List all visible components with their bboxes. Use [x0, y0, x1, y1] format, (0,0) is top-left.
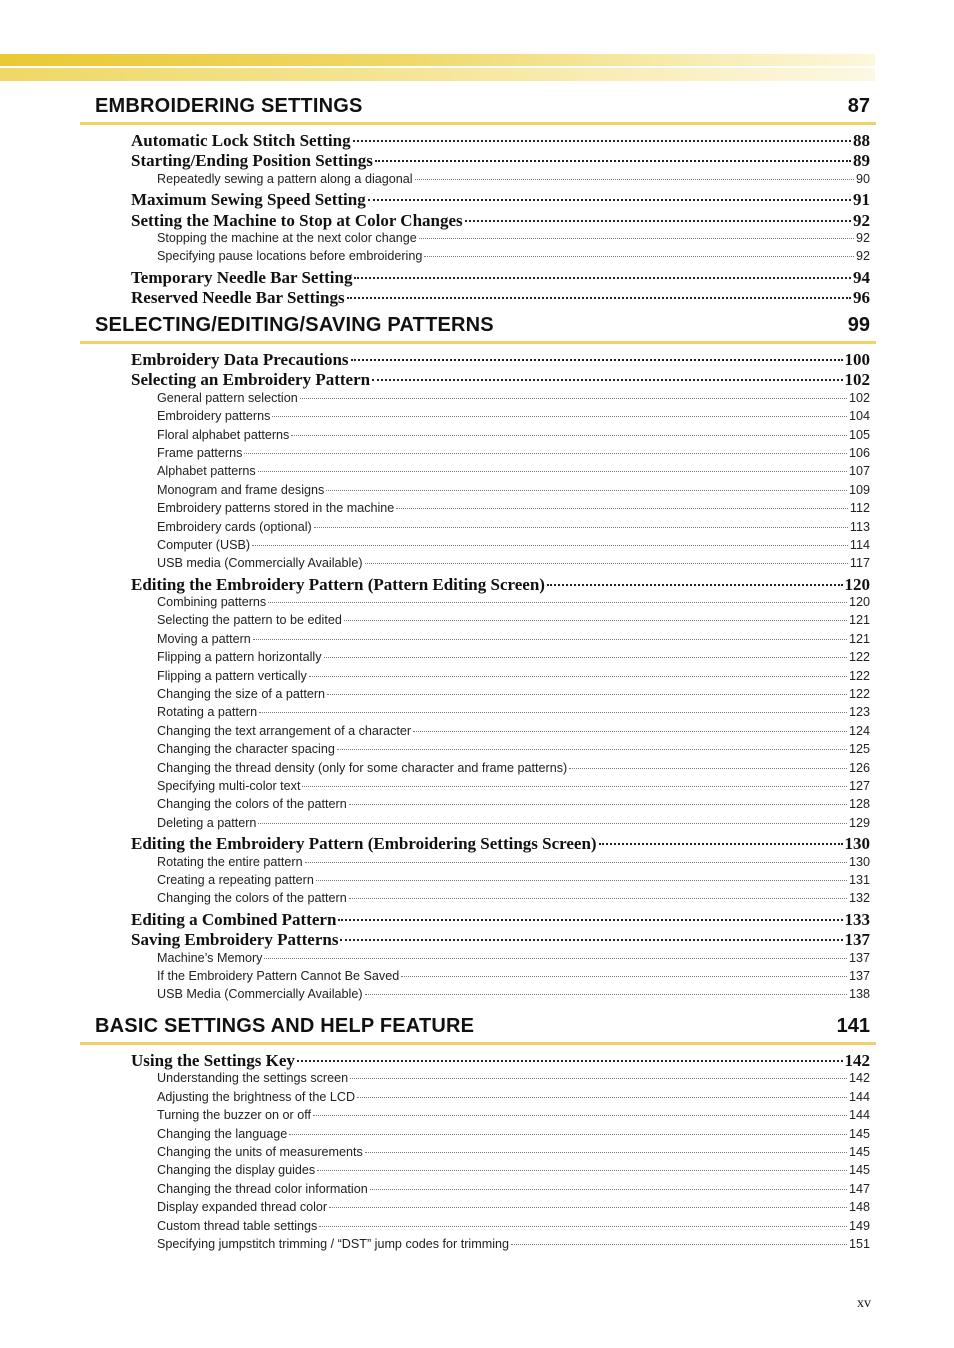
- entry-page-number: 145: [848, 1163, 870, 1178]
- toc-subentry[interactable]: [157, 742, 870, 760]
- entry-page-number: 125: [848, 742, 870, 757]
- dot-leader: [365, 563, 848, 564]
- dot-leader: [264, 958, 847, 959]
- entry-title: Specifying pause locations before embroidering: [157, 249, 423, 264]
- entry-page-number: 149: [848, 1218, 870, 1233]
- entry-title: Maximum Sewing Speed Setting: [131, 190, 366, 210]
- dot-leader: [465, 220, 851, 222]
- toc-subentry[interactable]: [157, 650, 870, 668]
- entry-title: General pattern selection: [157, 390, 298, 405]
- entry-page-number: 133: [844, 909, 870, 929]
- toc-subentry[interactable]: [157, 761, 870, 779]
- toc-section: [80, 315, 876, 1006]
- header-band-bottom: [0, 68, 875, 81]
- dot-leader: [313, 1115, 847, 1116]
- entry-page-number: 106: [848, 445, 870, 460]
- entry-title: Editing the Embroidery Pattern (Embroidering Settings Screen): [131, 834, 597, 854]
- toc-entry[interactable]: [131, 211, 870, 231]
- entry-page-number: 137: [848, 950, 870, 965]
- dot-leader: [350, 1078, 847, 1079]
- entry-title: Rotating the entire pattern: [157, 854, 303, 869]
- entry-title: Starting/Ending Position Settings: [131, 151, 373, 171]
- dot-leader: [354, 277, 851, 279]
- toc-subentry[interactable]: [157, 969, 870, 987]
- dot-leader: [569, 768, 847, 769]
- entry-title: If the Embroidery Pattern Cannot Be Saved: [157, 968, 400, 983]
- entry-page-number: 100: [844, 350, 870, 369]
- dot-leader: [327, 694, 847, 695]
- dot-leader: [353, 140, 851, 142]
- page-number: xv: [857, 1296, 871, 1311]
- toc-subentry[interactable]: [157, 891, 870, 909]
- dot-leader: [415, 179, 854, 180]
- dot-leader: [302, 786, 847, 787]
- entry-page-number: 129: [848, 815, 870, 830]
- entry-page-number: 132: [848, 891, 870, 906]
- entry-title: Flipping a pattern vertically: [157, 668, 307, 683]
- dot-leader: [297, 1060, 843, 1062]
- entry-page-number: 126: [848, 760, 870, 775]
- toc-subentry[interactable]: [157, 705, 870, 723]
- dot-leader: [338, 919, 842, 921]
- header-band-top: [0, 54, 875, 66]
- toc-subentry[interactable]: [157, 520, 870, 538]
- entry-page-number: 96: [853, 288, 870, 308]
- entry-page-number: 102: [844, 370, 870, 390]
- toc-subentry[interactable]: [157, 779, 870, 797]
- toc-subentry[interactable]: [157, 724, 870, 742]
- section-heading[interactable]: [80, 315, 876, 344]
- entry-title: Stopping the machine at the next color change: [157, 230, 417, 245]
- entry-page-number: 113: [849, 519, 870, 534]
- entry-title: Understanding the settings screen: [157, 1071, 349, 1086]
- toc-entry-list: [80, 1051, 876, 1255]
- toc-section: [80, 1016, 876, 1255]
- dot-leader: [401, 976, 847, 977]
- toc-subentry[interactable]: [157, 483, 870, 501]
- entry-title: Temporary Needle Bar Setting: [131, 267, 353, 287]
- entry-page-number: 105: [848, 427, 870, 442]
- toc-subentry[interactable]: [157, 538, 870, 556]
- entry-page-number: 130: [844, 834, 870, 854]
- entry-page-number: 114: [849, 537, 870, 552]
- section-page-number: 87: [847, 95, 870, 117]
- toc-entry[interactable]: [131, 930, 870, 950]
- toc-subentry[interactable]: [157, 1200, 870, 1218]
- dot-leader: [365, 994, 847, 995]
- entry-page-number: 117: [849, 556, 870, 571]
- dot-leader: [253, 639, 847, 640]
- entry-title: Changing the display guides: [157, 1163, 316, 1178]
- entry-title: Flipping a pattern horizontally: [157, 650, 322, 665]
- entry-page-number: 130: [848, 854, 870, 869]
- entry-page-number: 128: [848, 797, 870, 812]
- entry-page-number: 142: [848, 1071, 870, 1086]
- dot-leader: [329, 1207, 847, 1208]
- entry-title: Creating a repeating pattern: [157, 872, 314, 887]
- entry-page-number: 122: [848, 687, 870, 702]
- section-page-number: 141: [836, 1015, 870, 1037]
- entry-page-number: 138: [848, 987, 870, 1002]
- entry-title: Monogram and frame designs: [157, 482, 325, 497]
- section-title: SELECTING/EDITING/SAVING PATTERNS: [95, 314, 494, 336]
- toc-subentry[interactable]: [157, 669, 870, 687]
- entry-page-number: 122: [848, 668, 870, 683]
- dot-leader: [547, 584, 843, 586]
- toc-entry[interactable]: [131, 190, 870, 210]
- toc-subentry[interactable]: [157, 1090, 870, 1108]
- section-page-number: 99: [847, 314, 870, 336]
- toc-entry[interactable]: [131, 131, 870, 151]
- entry-title: Changing the units of measurements: [157, 1144, 363, 1159]
- section-title: BASIC SETTINGS AND HELP FEATURE: [95, 1015, 475, 1037]
- dot-leader: [326, 490, 847, 491]
- entry-page-number: 91: [853, 190, 870, 210]
- toc-subentry[interactable]: [157, 556, 870, 574]
- entry-page-number: 107: [848, 464, 870, 479]
- entry-title: Computer (USB): [157, 537, 251, 552]
- entry-title: Moving a pattern: [157, 631, 251, 646]
- dot-leader: [258, 823, 847, 824]
- dot-leader: [305, 862, 847, 863]
- entry-page-number: 151: [848, 1236, 870, 1251]
- dot-leader: [340, 939, 842, 941]
- dot-leader: [351, 359, 843, 361]
- entry-title: Specifying jumpstitch trimming / “DST” jump codes for trimming: [157, 1236, 510, 1251]
- entry-title: Changing the colors of the pattern: [157, 891, 347, 906]
- toc-subentry[interactable]: [157, 1182, 870, 1200]
- entry-page-number: 144: [848, 1108, 870, 1123]
- dot-leader: [599, 843, 843, 845]
- entry-title: Changing the character spacing: [157, 742, 335, 757]
- toc-subentry[interactable]: [157, 1071, 870, 1089]
- dot-leader: [258, 471, 847, 472]
- dot-leader: [314, 527, 848, 528]
- toc-subentry[interactable]: [157, 873, 870, 891]
- entry-page-number: 94: [853, 267, 870, 287]
- entry-page-number: 127: [848, 778, 870, 793]
- entry-title: Alphabet patterns: [157, 464, 256, 479]
- toc-subentry[interactable]: [157, 595, 870, 613]
- entry-page-number: 92: [855, 249, 870, 264]
- entry-page-number: 148: [848, 1200, 870, 1215]
- entry-title: Adjusting the brightness of the LCD: [157, 1089, 356, 1104]
- entry-page-number: 92: [853, 210, 870, 230]
- entry-page-number: 147: [848, 1181, 870, 1196]
- dot-leader: [349, 898, 847, 899]
- toc-subentry[interactable]: [157, 797, 870, 815]
- dot-leader: [316, 880, 847, 881]
- entry-title: Floral alphabet patterns: [157, 427, 290, 442]
- section-heading[interactable]: [80, 96, 876, 125]
- dot-leader: [309, 676, 847, 677]
- toc-entry[interactable]: [131, 1051, 870, 1071]
- toc-subentry[interactable]: [157, 816, 870, 834]
- dot-leader: [344, 620, 847, 621]
- entry-title: Changing the thread density (only for some character and frame patterns): [157, 760, 568, 775]
- toc-entry[interactable]: [131, 575, 870, 595]
- entry-page-number: 102: [848, 390, 870, 405]
- dot-leader: [252, 545, 848, 546]
- entry-title: Deleting a pattern: [157, 815, 257, 830]
- toc-subentry[interactable]: [157, 1145, 870, 1163]
- dot-leader: [289, 1134, 847, 1135]
- entry-title: Frame patterns: [157, 445, 243, 460]
- entry-title: Editing the Embroidery Pattern (Pattern Editing Screen): [131, 574, 545, 594]
- entry-title: Editing a Combined Pattern: [131, 909, 337, 929]
- entry-title: USB Media (Commercially Available): [157, 987, 363, 1002]
- entry-title: Embroidery patterns: [157, 409, 271, 424]
- entry-title: Embroidery Data Precautions: [131, 350, 349, 369]
- toc-subentry[interactable]: [157, 1108, 870, 1126]
- dot-leader: [347, 297, 851, 299]
- entry-page-number: 144: [848, 1089, 870, 1104]
- toc-subentry[interactable]: [157, 428, 870, 446]
- entry-title: Turning the buzzer on or off: [157, 1108, 312, 1123]
- dot-leader: [370, 1189, 847, 1190]
- entry-title: Embroidery patterns stored in the machine: [157, 501, 395, 516]
- dot-leader: [372, 379, 842, 381]
- dot-leader: [511, 1244, 847, 1245]
- toc-entry[interactable]: [131, 910, 870, 930]
- entry-page-number: 123: [848, 705, 870, 720]
- toc-subentry[interactable]: [157, 172, 870, 190]
- entry-page-number: 137: [848, 968, 870, 983]
- entry-page-number: 89: [853, 151, 870, 171]
- toc-subentry[interactable]: [157, 1163, 870, 1181]
- dot-leader: [272, 416, 847, 417]
- entry-title: Custom thread table settings: [157, 1218, 318, 1233]
- entry-title: USB media (Commercially Available): [157, 556, 363, 571]
- dot-leader: [424, 256, 854, 257]
- entry-page-number: 120: [848, 595, 870, 610]
- dot-leader: [365, 1152, 847, 1153]
- entry-page-number: 121: [848, 631, 870, 646]
- toc-subentry[interactable]: [157, 391, 870, 409]
- toc-subentry[interactable]: [157, 855, 870, 873]
- dot-leader: [375, 160, 851, 162]
- dot-leader: [419, 238, 854, 239]
- toc-subentry[interactable]: [157, 249, 870, 267]
- entry-page-number: 92: [855, 230, 870, 245]
- entry-page-number: 145: [848, 1144, 870, 1159]
- entry-title: Specifying multi-color text: [157, 778, 301, 793]
- dot-leader: [396, 508, 848, 509]
- toc-entry[interactable]: [131, 268, 870, 288]
- dot-leader: [300, 398, 847, 399]
- entry-page-number: 142: [844, 1051, 870, 1070]
- entry-page-number: 137: [844, 930, 870, 950]
- entry-page-number: 112: [849, 501, 870, 516]
- entry-title: Selecting an Embroidery Pattern: [131, 370, 371, 390]
- dot-leader: [357, 1097, 847, 1098]
- dot-leader: [413, 731, 847, 732]
- entry-title: Changing the colors of the pattern: [157, 797, 347, 812]
- dot-leader: [349, 804, 847, 805]
- dot-leader: [244, 453, 847, 454]
- toc-entry[interactable]: [131, 151, 870, 171]
- toc-subentry[interactable]: [157, 409, 870, 427]
- section-title: EMBROIDERING SETTINGS: [95, 95, 363, 117]
- toc-subentry[interactable]: [157, 1219, 870, 1237]
- dot-leader: [259, 712, 847, 713]
- toc-subentry[interactable]: [157, 951, 870, 969]
- entry-page-number: 120: [844, 574, 870, 594]
- entry-title: Machine’s Memory: [157, 950, 263, 965]
- section-heading[interactable]: [80, 1016, 876, 1045]
- entry-page-number: 121: [848, 613, 870, 628]
- entry-title: Changing the thread color information: [157, 1181, 368, 1196]
- dot-leader: [291, 435, 847, 436]
- toc-subentry[interactable]: [157, 687, 870, 705]
- toc-entry-list: [80, 131, 876, 309]
- toc-entry[interactable]: [131, 350, 870, 370]
- entry-page-number: 131: [848, 872, 870, 887]
- dot-leader: [368, 199, 851, 201]
- toc-entry[interactable]: [131, 288, 870, 308]
- dot-leader: [337, 749, 847, 750]
- dot-leader: [317, 1170, 847, 1171]
- entry-title: Saving Embroidery Patterns: [131, 930, 339, 950]
- toc-subentry[interactable]: [157, 464, 870, 482]
- entry-title: Changing the size of a pattern: [157, 687, 326, 702]
- entry-title: Combining patterns: [157, 595, 267, 610]
- entry-title: Setting the Machine to Stop at Color Changes: [131, 210, 463, 230]
- entry-title: Automatic Lock Stitch Setting: [131, 131, 351, 150]
- entry-title: Changing the language: [157, 1126, 288, 1141]
- toc-subentry[interactable]: [157, 987, 870, 1005]
- toc-subentry[interactable]: [157, 632, 870, 650]
- entry-page-number: 90: [855, 171, 870, 186]
- entry-page-number: 122: [848, 650, 870, 665]
- toc-entry[interactable]: [131, 370, 870, 390]
- entry-page-number: 88: [853, 131, 870, 150]
- dot-leader: [319, 1226, 847, 1227]
- dot-leader: [268, 602, 847, 603]
- entry-page-number: 109: [848, 482, 870, 497]
- dot-leader: [324, 657, 847, 658]
- entry-title: Using the Settings Key: [131, 1051, 295, 1070]
- entry-page-number: 124: [848, 723, 870, 738]
- toc-entry[interactable]: [131, 834, 870, 854]
- toc-subentry[interactable]: [157, 501, 870, 519]
- toc-subentry[interactable]: [157, 446, 870, 464]
- toc-section: [80, 96, 876, 309]
- toc-subentry[interactable]: [157, 1127, 870, 1145]
- entry-title: Selecting the pattern to be edited: [157, 613, 342, 628]
- toc-subentry[interactable]: [157, 1237, 870, 1255]
- entry-title: Display expanded thread color: [157, 1200, 328, 1215]
- entry-page-number: 145: [848, 1126, 870, 1141]
- entry-title: Embroidery cards (optional): [157, 519, 312, 534]
- toc-subentry[interactable]: [157, 613, 870, 631]
- entry-title: Reserved Needle Bar Settings: [131, 288, 345, 308]
- entry-title: Changing the text arrangement of a character: [157, 723, 412, 738]
- toc-entry-list: [80, 350, 876, 1006]
- entry-title: Repeatedly sewing a pattern along a diagonal: [157, 171, 413, 186]
- entry-page-number: 104: [848, 409, 870, 424]
- toc-subentry[interactable]: [157, 231, 870, 249]
- entry-title: Rotating a pattern: [157, 705, 258, 720]
